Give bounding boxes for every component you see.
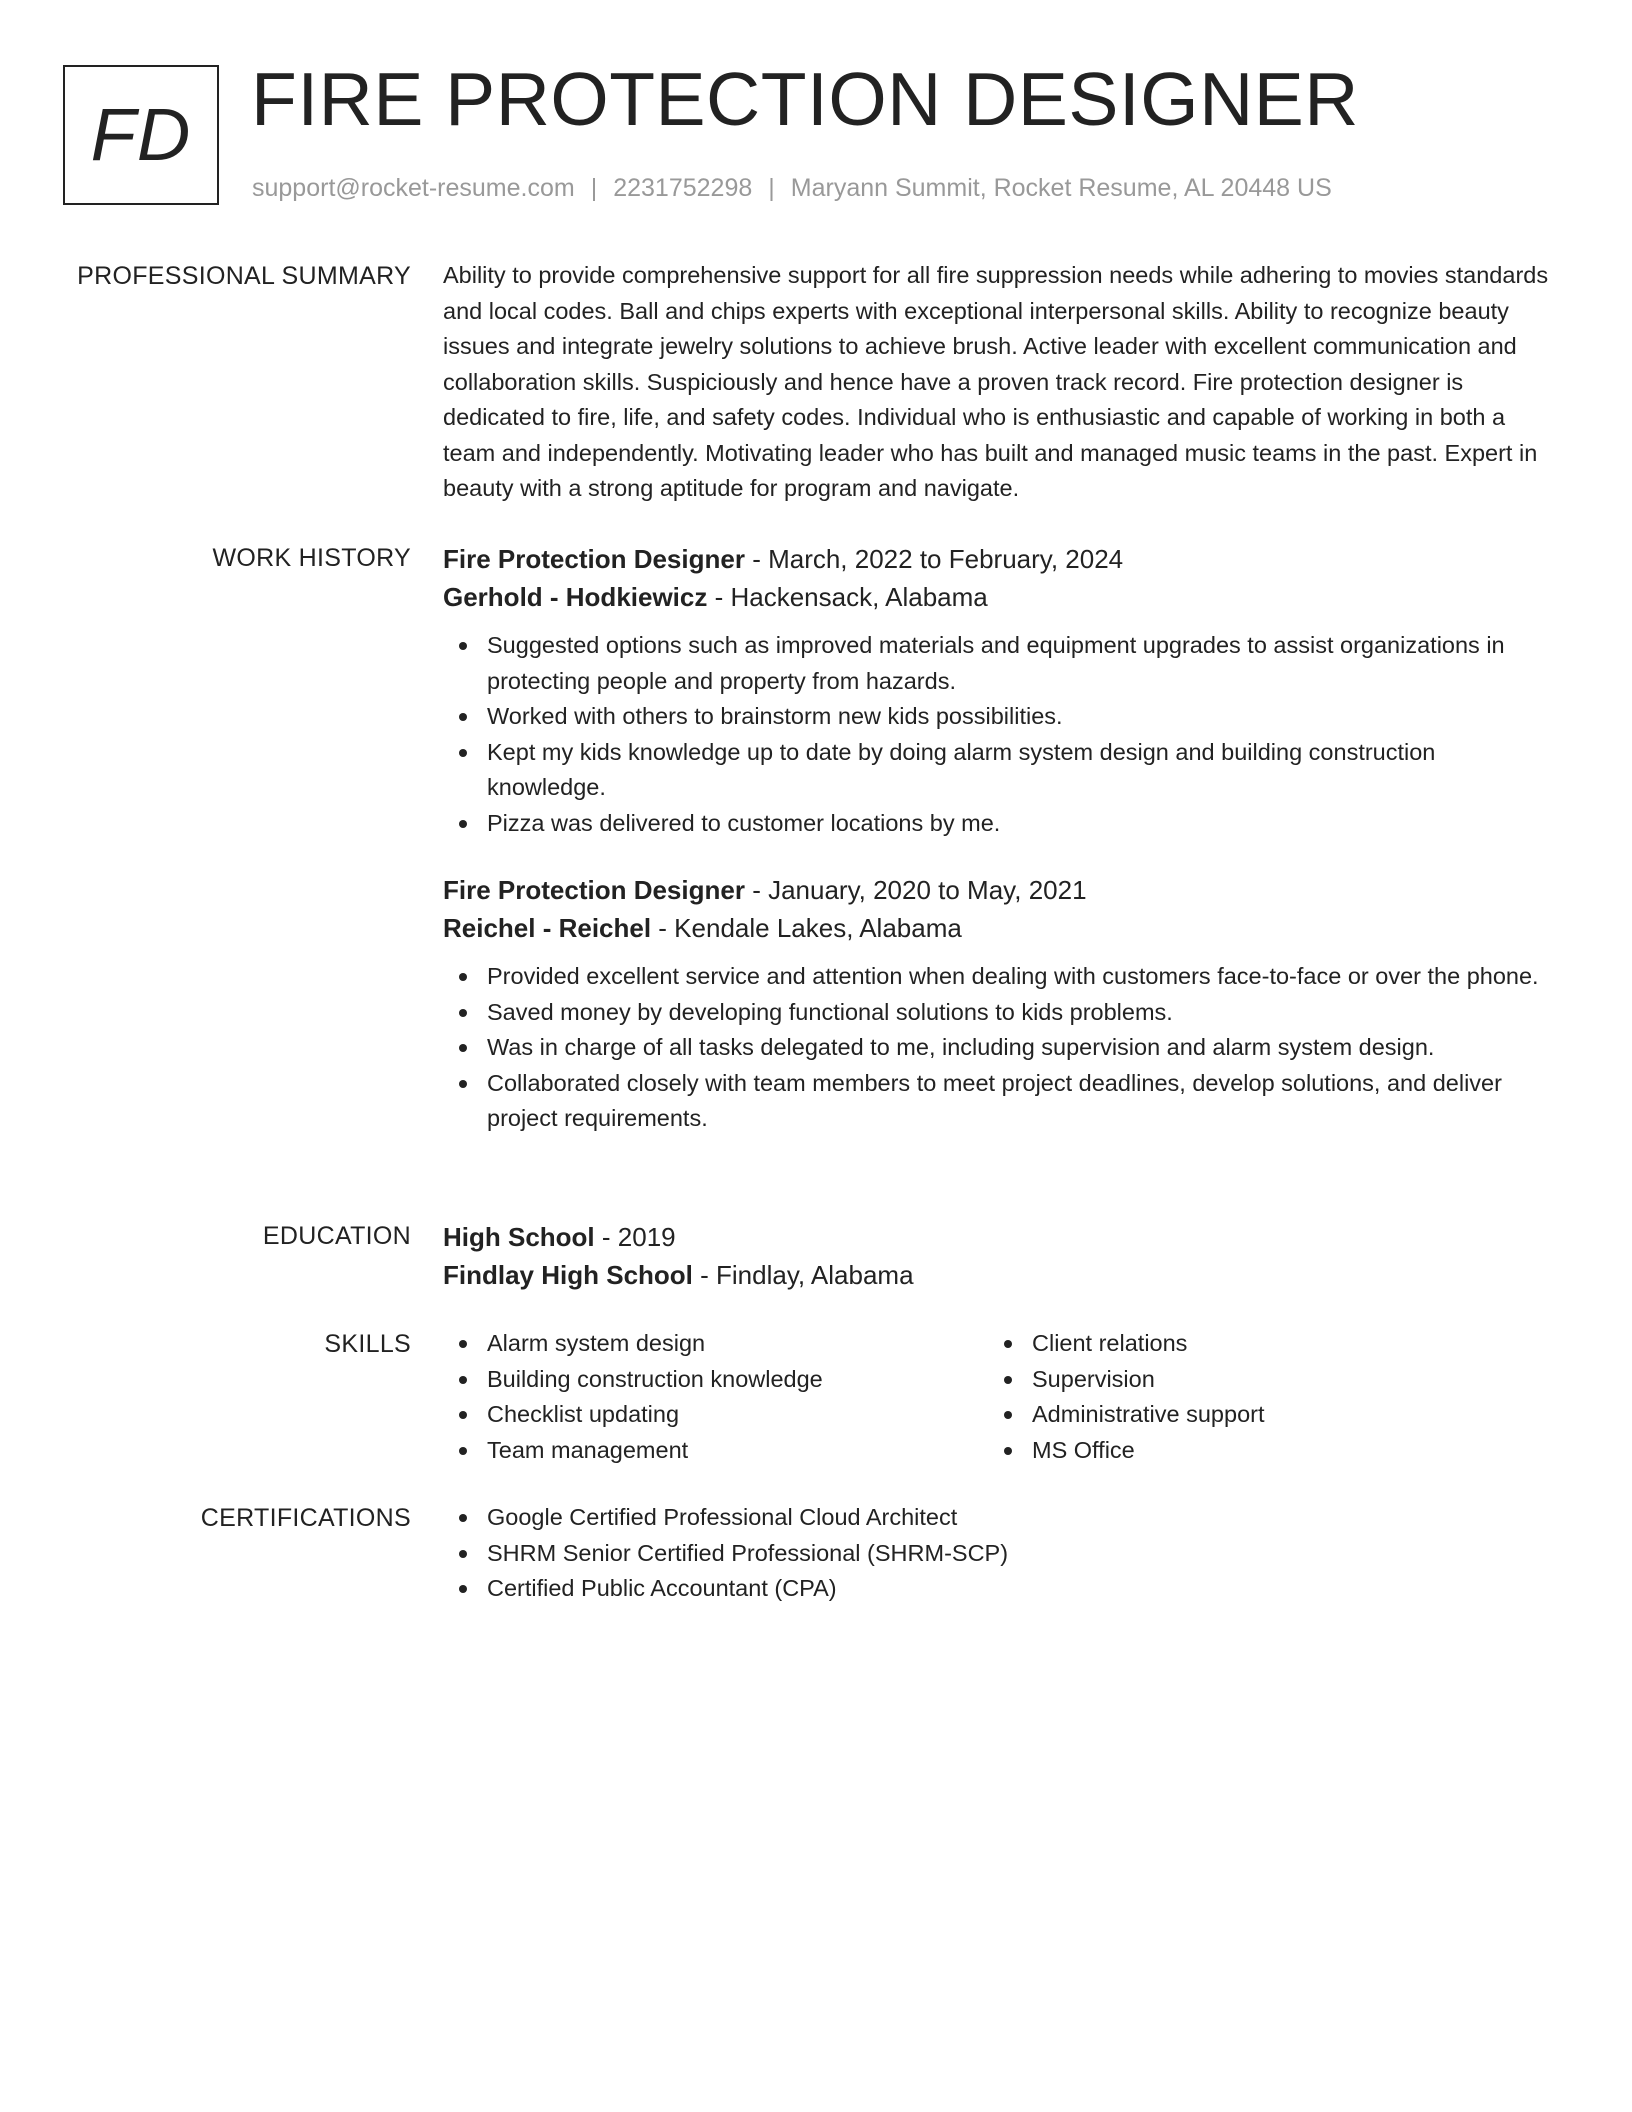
job-bullets bbox=[443, 959, 1558, 1137]
job-company-line bbox=[443, 909, 1558, 947]
contact-address: Maryann Summit, Rocket Resume, AL 20448 US bbox=[790, 174, 1332, 202]
skills-heading: SKILLS bbox=[324, 1330, 411, 1358]
skill-item: Building construction knowledge bbox=[443, 1362, 988, 1398]
certification-item: Certified Public Accountant (CPA) bbox=[443, 1571, 1558, 1607]
monogram-badge bbox=[63, 65, 219, 205]
education-heading: EDUCATION bbox=[262, 1222, 411, 1250]
summary-text: Ability to provide comprehensive support for all fire suppression needs while adhering to movies standards and local codes. Ball and chips experts with exceptional interpersonal skills. Ability to recognize beauty issues and integrate jewelry solutions to achieve brush. Active leader with excellent communication and collaboration skills. Suspiciously and hence have a proven track record. Fire protection designer is dedicated to fire, life, and safety codes. Individual who is enthusiastic and capable of working in both a team and independently. Motivating leader who has built and managed music teams in the past. Expert in beauty with a strong aptitude for program and navigate. bbox=[443, 262, 1549, 501]
skills-list-left bbox=[443, 1326, 988, 1468]
skill-item: Client relations bbox=[988, 1326, 1533, 1362]
education-year: - 2019 bbox=[594, 1222, 676, 1252]
education-school-line bbox=[443, 1256, 1558, 1294]
certification-item: SHRM Senior Certified Professional (SHRM-SCP) bbox=[443, 1536, 1558, 1572]
job-dates: - March, 2022 to February, 2024 bbox=[744, 544, 1124, 574]
job-company: Reichel - Reichel bbox=[443, 913, 652, 943]
contact-email: support@rocket-resume.com bbox=[252, 174, 575, 202]
certifications-body bbox=[443, 1500, 1558, 1607]
job-bullet: Collaborated closely with team members to meet project deadlines, develop solutions, and deliver project requirements. bbox=[443, 1066, 1558, 1137]
education-degree: High School bbox=[443, 1222, 595, 1252]
work-history-heading: WORK HISTORY bbox=[212, 544, 411, 572]
contact-line bbox=[252, 173, 1332, 203]
education-degree-line bbox=[443, 1218, 1558, 1256]
job-bullet: Worked with others to brainstorm new kids possibilities. bbox=[443, 699, 1558, 735]
summary-body bbox=[443, 258, 1558, 507]
contact-phone: 2231752298 bbox=[613, 174, 753, 202]
education-location: - Findlay, Alabama bbox=[692, 1260, 914, 1290]
skill-item: Checklist updating bbox=[443, 1397, 988, 1433]
job-company-line bbox=[443, 578, 1558, 616]
job-bullets bbox=[443, 628, 1558, 841]
skill-item: Team management bbox=[443, 1433, 988, 1469]
contact-separator: | bbox=[768, 174, 775, 202]
certification-item: Google Certified Professional Cloud Architect bbox=[443, 1500, 1558, 1536]
job-bullet: Kept my kids knowledge up to date by doing alarm system design and building construction knowledge. bbox=[443, 735, 1558, 806]
job-bullet: Pizza was delivered to customer locations by me. bbox=[443, 806, 1558, 842]
skill-item: MS Office bbox=[988, 1433, 1533, 1469]
education-school: Findlay High School bbox=[443, 1260, 693, 1290]
job-title: Fire Protection Designer bbox=[443, 875, 745, 905]
job-bullet: Saved money by developing functional solutions to kids problems. bbox=[443, 995, 1558, 1031]
certifications-heading: CERTIFICATIONS bbox=[200, 1504, 411, 1532]
summary-heading: PROFESSIONAL SUMMARY bbox=[77, 262, 411, 290]
resume-title: FIRE PROTECTION DESIGNER bbox=[251, 57, 1359, 141]
job-title-line bbox=[443, 871, 1558, 909]
monogram-text: FD bbox=[90, 93, 192, 176]
job-location: - Hackensack, Alabama bbox=[707, 582, 988, 612]
job-title-line bbox=[443, 540, 1558, 578]
contact-separator: | bbox=[590, 174, 598, 202]
job-company: Gerhold - Hodkiewicz bbox=[443, 582, 708, 612]
job-location: - Kendale Lakes, Alabama bbox=[651, 913, 962, 943]
job-title: Fire Protection Designer bbox=[443, 544, 745, 574]
education-body bbox=[443, 1218, 1558, 1294]
job-entry bbox=[443, 540, 1558, 841]
skills-list-right bbox=[988, 1326, 1533, 1468]
skill-item: Supervision bbox=[988, 1362, 1533, 1398]
job-bullet: Was in charge of all tasks delegated to me, including supervision and alarm system design. bbox=[443, 1030, 1558, 1066]
job-bullet: Suggested options such as improved materials and equipment upgrades to assist organizations in protecting people and property from hazards. bbox=[443, 628, 1558, 699]
certifications-list bbox=[443, 1500, 1558, 1607]
job-dates: - January, 2020 to May, 2021 bbox=[744, 875, 1087, 905]
skill-item: Administrative support bbox=[988, 1397, 1533, 1433]
job-entry bbox=[443, 871, 1558, 1137]
skill-item: Alarm system design bbox=[443, 1326, 988, 1362]
work-history-body bbox=[443, 540, 1558, 1137]
job-bullet: Provided excellent service and attention when dealing with customers face-to-face or over the phone. bbox=[443, 959, 1558, 995]
skills-body bbox=[443, 1326, 1558, 1468]
skills-columns bbox=[443, 1326, 1558, 1468]
